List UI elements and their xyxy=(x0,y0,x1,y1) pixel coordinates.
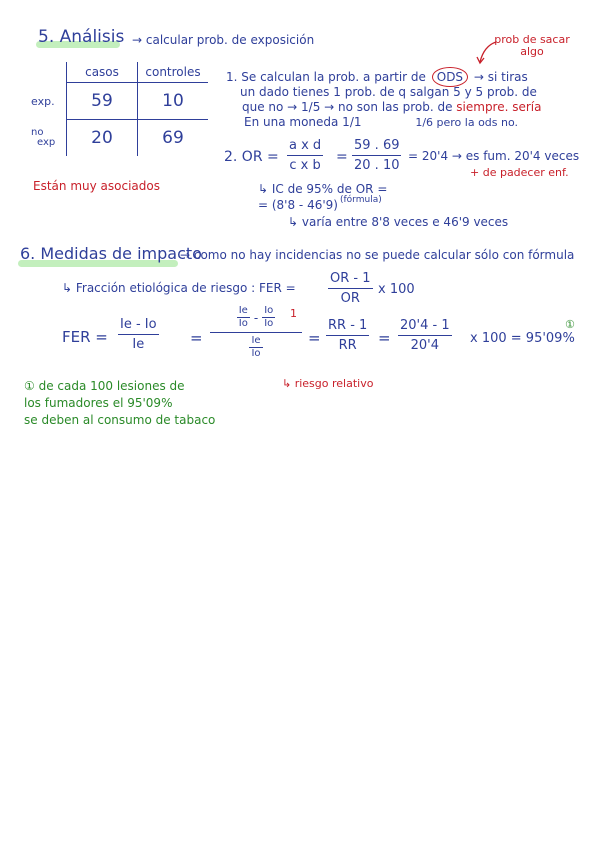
risk-relative-note: ↳ riesgo relativo xyxy=(282,377,374,390)
fraction-bar-main xyxy=(210,332,302,333)
fraction-bar xyxy=(326,335,369,336)
or-result: = 20'4 → es fum. 20'4 veces xyxy=(408,149,580,163)
table-corner xyxy=(30,62,67,83)
point-1-line-2: un dado tienes 1 prob. de q salgan 5 y 5 prob. de xyxy=(240,85,537,99)
point-1-line-4b: 1/6 pero la ods no. xyxy=(415,116,519,129)
fraction-incidence xyxy=(118,318,159,351)
fraction-denominator: c x b xyxy=(289,158,321,173)
green-note-line-3: se deben al consumo de tabaco xyxy=(24,413,216,427)
or-result-note: + de padecer enf. xyxy=(470,166,569,179)
fraction-numerator: RR - 1 xyxy=(328,318,368,333)
annotation-arrow xyxy=(476,40,498,66)
fraction-denominator: RR xyxy=(338,338,357,353)
fraction-bar xyxy=(287,155,323,156)
fer-formula-label: FER = xyxy=(62,328,108,346)
fraction-bar xyxy=(398,335,452,336)
fraction-numerator: 20'4 - 1 xyxy=(400,318,450,333)
fraction-denominator: Io xyxy=(238,318,248,329)
fraction-denominator: Io xyxy=(251,348,261,359)
green-note-line-1: ① de cada 100 lesiones de xyxy=(24,379,185,393)
section-6-title: 6. Medidas de impacto xyxy=(20,244,202,263)
section-5-title: 5. Análisis xyxy=(38,27,125,47)
fraction-numerator: Io xyxy=(264,305,274,316)
row-label-exp-bottom: exp xyxy=(37,136,56,148)
ods-circled: ODS xyxy=(432,67,468,87)
row-label-no-exp xyxy=(30,120,67,157)
point-1-text-post: → si tiras xyxy=(473,70,528,84)
fraction-fer xyxy=(328,272,373,305)
equals-sign: = xyxy=(308,329,321,347)
fraction-bar xyxy=(118,334,159,335)
ic-line-1: ↳ IC de 95% de OR = xyxy=(258,182,388,196)
point-1-line-3 xyxy=(242,101,542,113)
section-6-subtitle: → como no hay incidencias no se puede calcular sólo con fórmula xyxy=(180,248,575,262)
red-one-marker: 1 xyxy=(290,307,297,320)
fraction-rr xyxy=(326,319,369,352)
row-label-no: no xyxy=(31,126,44,138)
fraction-rr-values xyxy=(398,319,452,352)
annotation-prob-label: prob de sacar algo xyxy=(494,33,570,59)
table-cell: 69 xyxy=(138,120,209,157)
fraction-denominator: Io xyxy=(264,318,274,329)
point-1-line-1 xyxy=(226,67,528,87)
ic-line-2: = (8'8 - 46'9) xyxy=(258,198,338,212)
column-header-controles: controles xyxy=(138,62,209,83)
equals-sign: = xyxy=(378,329,391,347)
fraction-denominator: OR xyxy=(340,291,360,306)
point-1-line-4a: En una moneda 1/1 xyxy=(244,115,362,129)
column-header-casos: casos xyxy=(67,62,138,83)
note-marker: ① xyxy=(565,318,575,331)
point-1-text: 1. Se calculan la prob. a partir de xyxy=(226,70,426,84)
equals-sign: = xyxy=(190,329,203,347)
fraction-denominator: 20'4 xyxy=(410,338,439,353)
row-label-exp: exp. xyxy=(31,94,55,108)
point-1-line-3b: siempre. sería xyxy=(456,100,542,114)
fraction-numerator: OR - 1 xyxy=(330,271,371,286)
point-1-line-3a: que no → 1/5 → no son las prob. de xyxy=(242,100,453,114)
fraction-ie-io xyxy=(237,306,250,329)
table-cell: 10 xyxy=(138,83,209,120)
contingency-table xyxy=(30,62,208,156)
or-label: 2. OR = xyxy=(224,149,279,165)
fraction-denominator: Ie xyxy=(132,337,145,352)
fraction-numerator: Ie xyxy=(238,305,248,316)
fraction-or xyxy=(287,139,323,172)
fraction-io-io xyxy=(262,306,275,329)
fraction-numerator: Ie - Io xyxy=(120,317,157,332)
point-1-line-4 xyxy=(244,116,518,128)
fraction-bar xyxy=(328,288,373,289)
fraction-numerator: a x d xyxy=(289,138,322,153)
table-cell: 20 xyxy=(67,120,138,157)
table-cell: 59 xyxy=(67,83,138,120)
fraction-bar xyxy=(352,155,401,156)
fraction-or-values xyxy=(352,139,401,172)
fer-definition-label: ↳ Fracción etiológica de riesgo : FER = xyxy=(62,281,296,295)
fraction-denominator: 20 . 10 xyxy=(354,158,400,173)
fer-result: x 100 = 95'09% xyxy=(470,331,575,346)
fraction-numerator: Ie xyxy=(251,335,261,346)
ic-line-3: ↳ varía entre 8'8 veces e 46'9 veces xyxy=(288,215,509,229)
fraction-ie-io-denominator xyxy=(249,336,262,359)
fer-times: x 100 xyxy=(378,282,415,297)
compound-fraction xyxy=(210,306,302,359)
green-note-line-2: los fumadores el 95'09% xyxy=(24,396,173,410)
ic-formula-note: (fórmula) xyxy=(340,195,382,205)
minus-sign: - xyxy=(253,310,259,325)
note-associated: Están muy asociados xyxy=(33,179,160,193)
fraction-numerator: 59 . 69 xyxy=(354,138,400,153)
section-5-subtitle: → calcular prob. de exposición xyxy=(132,33,315,47)
equals-sign: = xyxy=(336,149,348,165)
